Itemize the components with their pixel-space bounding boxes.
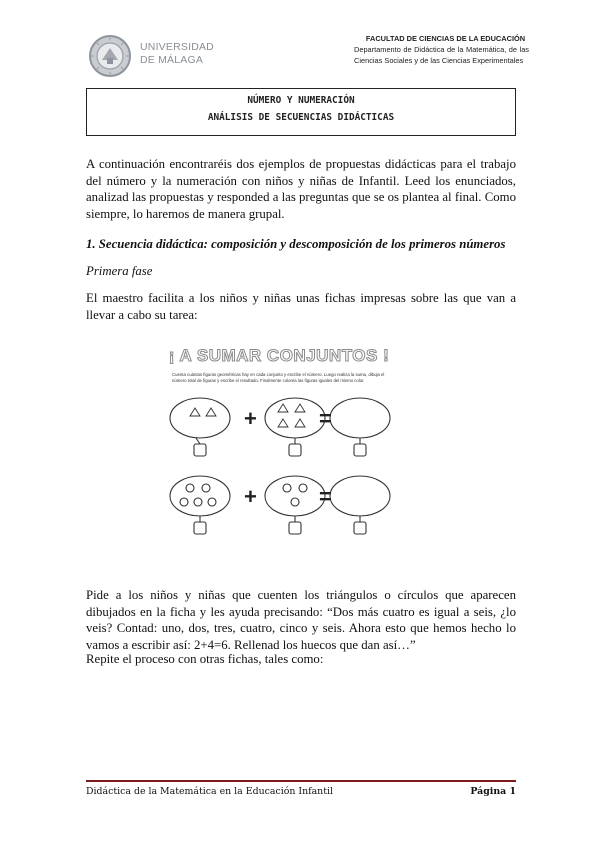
row2-plus: + bbox=[244, 484, 257, 509]
section-heading: 1. Secuencia didáctica: composición y descomposición de los primeros números bbox=[86, 237, 506, 251]
row1-result-box bbox=[354, 444, 366, 456]
row2-left-set bbox=[170, 476, 230, 516]
circle-shape bbox=[299, 484, 307, 492]
row1-result-set bbox=[330, 398, 390, 438]
phase-label: Primera fase bbox=[86, 264, 153, 278]
university-seal-icon bbox=[88, 34, 132, 78]
circle-shape bbox=[208, 498, 216, 506]
row2-result-box bbox=[354, 522, 366, 534]
row1-right-box bbox=[289, 444, 301, 456]
row1-left-box bbox=[194, 444, 206, 456]
worksheet-instructions: Cuenta cuántas figuras geométricas hay en cada conjunto y escribe el número. Luego realiza la suma, dibuja el número total de figuras y escribe el resultado. Finalmente colorea las figuras iguales del mismo color. bbox=[172, 372, 385, 383]
worksheet-title: ¡ A SUMAR CONJUNTOS ! bbox=[168, 346, 390, 365]
count-paragraph: Pide a los niños y niñas que cuenten los triángulos o círculos que aparecen dibujados en la ficha y les ayuda precisando: “Dos más cuatro es igual a seis, ¿lo veis? Contad: uno, dos, tres, cuatro, cinco y seis. Ahora esto que hemos hecho lo vamos a escribir así: 2+4=6. Rellenad los huecos que dan así…” bbox=[86, 588, 516, 652]
worksheet-diagram bbox=[160, 346, 398, 546]
faculty-name: FACULTAD DE CIENCIAS DE LA EDUCACIÓN bbox=[365, 34, 526, 43]
repeat-paragraph: Repite el proceso con otras fichas, tales como: bbox=[86, 652, 324, 666]
row2-equals: = bbox=[319, 484, 332, 509]
circle-shape bbox=[283, 484, 291, 492]
circle-shape bbox=[291, 498, 299, 506]
row1-right-set bbox=[265, 398, 325, 438]
circle-shape bbox=[194, 498, 202, 506]
row1-plus: + bbox=[244, 406, 257, 431]
footer-divider bbox=[86, 780, 516, 782]
page-number: Página 1 bbox=[470, 786, 516, 797]
worksheet-image bbox=[160, 346, 398, 546]
teacher-paragraph: El maestro facilita a los niños y niñas unas fichas impresas sobre las que van a llevar a cabo su tarea: bbox=[86, 291, 516, 322]
triangle-shape bbox=[278, 419, 288, 427]
intro-paragraph: A continuación encontraréis dos ejemplos de propuestas didácticas para el trabajo del número y la numeración con niños y niñas de Infantil. Leed los enunciados, analizad las propuestas y responded a las preguntas que se os plantea al final. Como siempre, lo haremos de manera grupal. bbox=[86, 157, 516, 221]
triangle-shape bbox=[295, 404, 305, 412]
row2-right-set bbox=[265, 476, 325, 516]
university-name: UNIVERSIDAD DE MÁLAGA bbox=[140, 41, 214, 66]
circle-shape bbox=[202, 484, 210, 492]
university-logo bbox=[88, 34, 220, 78]
triangle-shape bbox=[295, 419, 305, 427]
circle-shape bbox=[180, 498, 188, 506]
document-subtitle: ANÁLISIS DE SECUENCIAS DIDÁCTICAS bbox=[207, 112, 395, 123]
title-box bbox=[86, 88, 516, 136]
row1-equals: = bbox=[319, 406, 332, 431]
document-title: NÚMERO Y NUMERACIÓN bbox=[247, 95, 355, 106]
row2-right-box bbox=[289, 522, 301, 534]
triangle-shape bbox=[278, 404, 288, 412]
row2-result-set bbox=[330, 476, 390, 516]
footer-course: Didáctica de la Matemática en la Educación Infantil bbox=[86, 786, 333, 797]
row1-left-set bbox=[170, 398, 230, 438]
triangle-shape bbox=[206, 408, 216, 416]
triangle-shape bbox=[190, 408, 200, 416]
circle-shape bbox=[186, 484, 194, 492]
faculty-info bbox=[354, 33, 529, 66]
row2-left-box bbox=[194, 522, 206, 534]
department-name: Departamento de Didáctica de la Matemática, de las Ciencias Sociales y de las Ciencias Experimentales bbox=[354, 45, 529, 65]
